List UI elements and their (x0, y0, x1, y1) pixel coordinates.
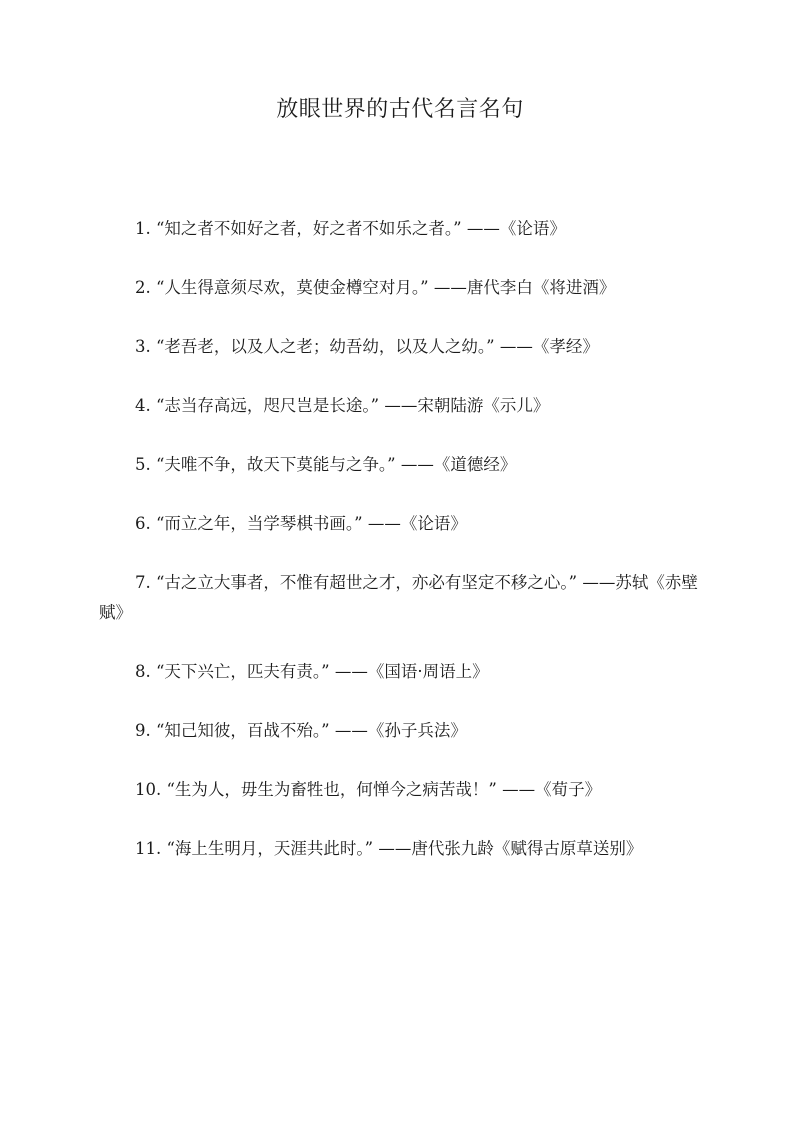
quote-source: ——《国语·周语上》 (334, 662, 489, 681)
quote-text: “海上生明月，天涯共此时。” (166, 839, 374, 858)
quote-source: ——《孝经》 (499, 337, 599, 356)
quote-number: 11. (135, 839, 162, 858)
quote-item (99, 834, 719, 864)
quote-number: 4. (135, 396, 151, 415)
quote-source: ——《道德经》 (400, 455, 517, 474)
quote-text: “古之立大事者，不惟有超世之才，亦必有坚定不移之心。” (156, 573, 578, 592)
quote-number: 3. (135, 337, 151, 356)
quote-item (99, 509, 719, 539)
quote-text: “老吾老，以及人之老；幼吾幼，以及人之幼。” (156, 337, 495, 356)
quote-number: 10. (135, 780, 162, 799)
quote-source: ——唐代张九龄《赋得古原草送别》 (378, 839, 643, 858)
quote-number: 2. (135, 278, 151, 297)
quote-source: ——《论语》 (466, 219, 566, 238)
quote-text: “生为人，毋生为畜牲也，何惮今之病苦哉！” (166, 780, 497, 799)
quote-number: 1. (135, 219, 151, 238)
quote-item (99, 716, 719, 746)
quote-item (99, 450, 719, 480)
quote-number: 7. (135, 573, 151, 592)
quote-source: ——苏轼《赤壁赋》 (99, 573, 698, 622)
quote-source: ——《荀子》 (502, 780, 602, 799)
quote-text: “夫唯不争，故天下莫能与之争。” (156, 455, 396, 474)
quote-item (99, 568, 719, 628)
quote-text: “知己知彼，百战不殆。” (156, 721, 330, 740)
quote-number: 9. (135, 721, 151, 740)
quote-number: 8. (135, 662, 151, 681)
quote-source: ——宋朝陆游《示儿》 (384, 396, 550, 415)
quote-item (99, 214, 719, 244)
quote-number: 6. (135, 514, 151, 533)
quote-item (99, 273, 719, 303)
quote-source: ——《孙子兵法》 (334, 721, 467, 740)
quote-item (99, 391, 719, 421)
quote-item (99, 775, 719, 805)
quote-text: “人生得意须尽欢，莫使金樽空对月。” (156, 278, 429, 297)
quote-source: ——唐代李白《将进酒》 (433, 278, 616, 297)
quote-text: “而立之年，当学琴棋书画。” (156, 514, 363, 533)
quote-text: “天下兴亡，匹夫有责。” (156, 662, 330, 681)
quote-text: “知之者不如好之者，好之者不如乐之者。” (156, 219, 462, 238)
document-title: 放眼世界的古代名言名句 (276, 97, 524, 122)
quote-number: 5. (135, 455, 151, 474)
quote-list (99, 214, 719, 893)
quote-item (99, 657, 719, 687)
quote-item (99, 332, 719, 362)
quote-text: “志当存高远，咫尺岂是长途。” (156, 396, 380, 415)
quote-source: ——《论语》 (367, 514, 467, 533)
